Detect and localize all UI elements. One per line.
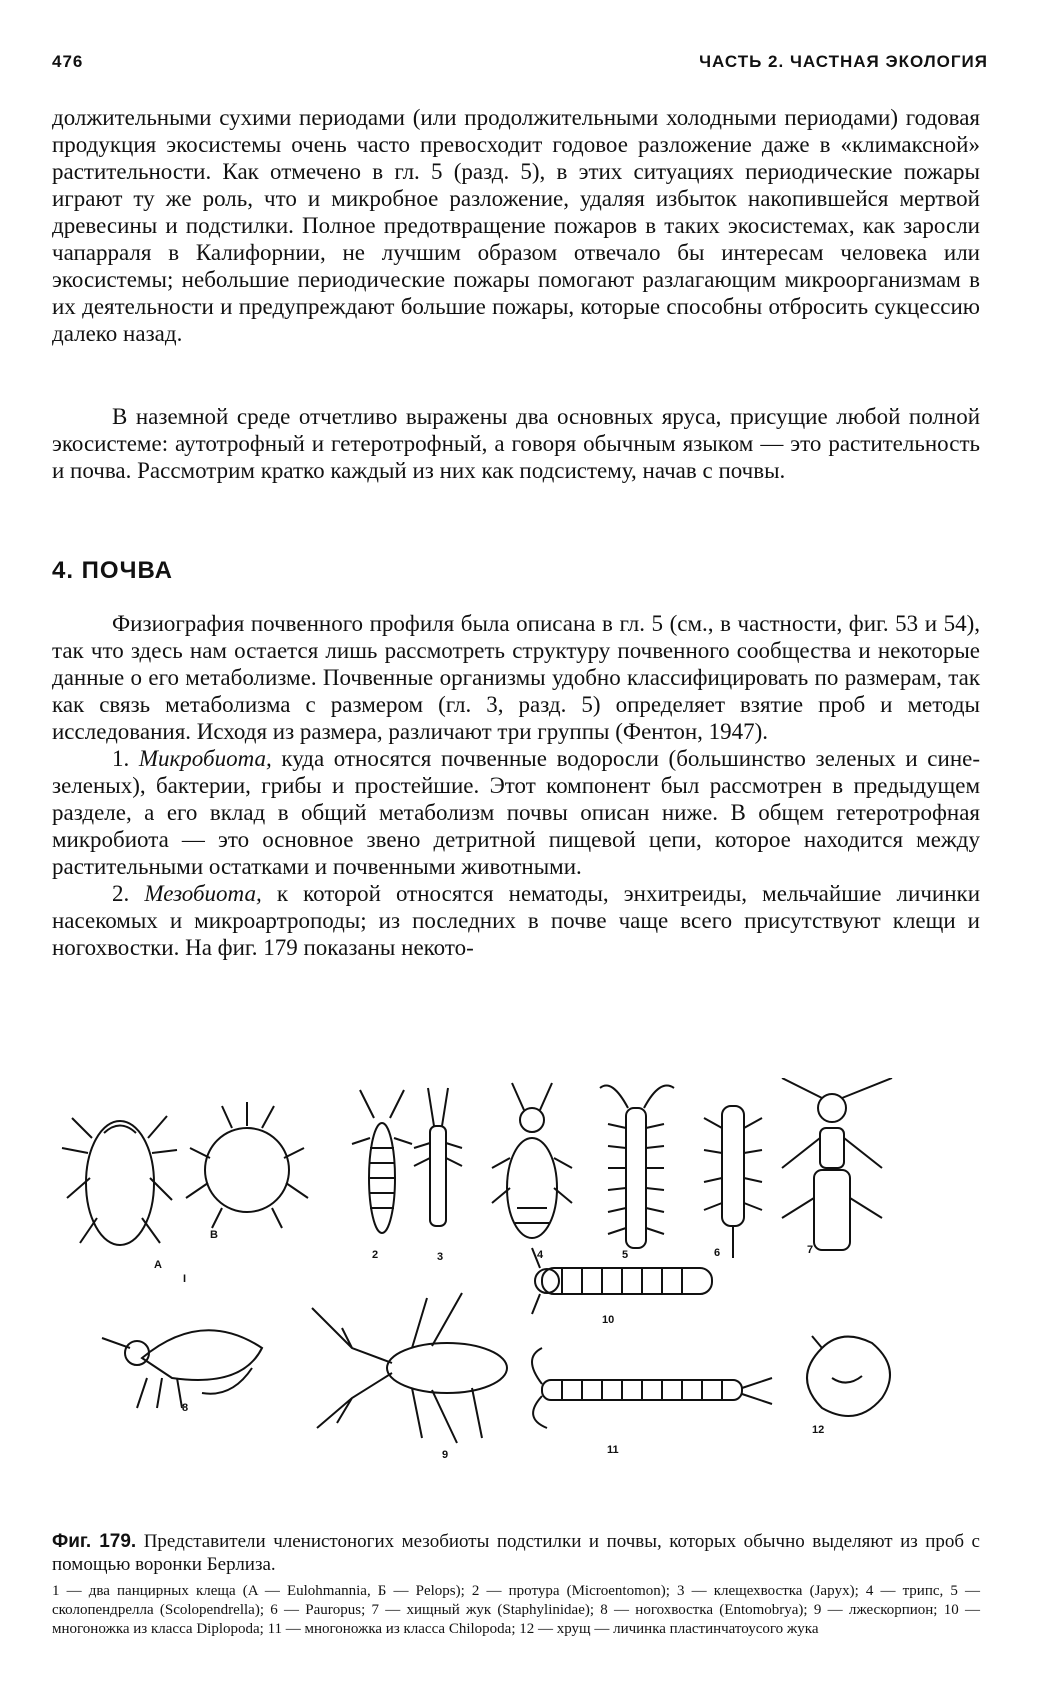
figure-label-4: 4 <box>537 1249 544 1261</box>
figure-label-7: 7 <box>807 1244 814 1256</box>
thrips-drawing <box>492 1083 572 1238</box>
figure-label-b: B <box>210 1229 218 1241</box>
arthropod-drawings <box>52 1078 980 1528</box>
figure-label-8: 8 <box>182 1402 189 1414</box>
section-body <box>52 610 980 961</box>
springtail-drawing <box>102 1330 262 1408</box>
term-mesobiota: Мезобиота, <box>144 881 262 906</box>
figure-legend: 1 — два панцирных клеща (A — Eulohmannia, Б — Pelops); 2 — протура (Microentomon); 3 — клещехвостка (Japyx); 4 — трипс, 5 — сколопендрелла (Scolopendrella); 6 — Pauropus; 7 — хищный жук (Staphylinidae); 8 — ногохвостка (Entomobrya); 9 — лжескорпион; 10 — многоножка из класса Diplopoda; 11 — многоножка из класса Chilopoda; 12 — хрущ — личинка пластинчатоусого жука <box>52 1583 980 1637</box>
figure-label-11: 11 <box>607 1444 619 1456</box>
figure-label-2: 2 <box>372 1249 379 1261</box>
figure-179-illustration <box>52 1078 980 1528</box>
page-header <box>52 52 988 82</box>
term-microbiota: Микробиота, <box>138 746 272 771</box>
figure-label-a: A <box>154 1259 162 1271</box>
figure-label-5: 5 <box>622 1249 629 1261</box>
item-text: куда относятся почвенные водоросли (большинство зеленых и сине-зеленых), бактерии, грибы и простейшие. Этот компонент был рассмотрен в предыдущем разделе, а его вклад в общий метаболизм почвы описан ниже. В общем гетеротрофная микробиота — это основное звено детритной пищевой цепи, которое находится между растительными остатками и почвенными животными. <box>52 746 980 879</box>
paragraph-text: должительными сухими периодами (или продолжительными холодными периодами) годовая продукция экосистемы очень часто превосходит годовое разложение даже в «климаксной» растительности. Как отмечено в гл. 5 (разд. 5), в этих ситуациях периодические пожары играют ту же роль, что и микробное разложение, удаляя избыток накопившейся мертвой древесины и подстилки. Полное предотвращение пожаров в таких экосистемах, как заросли чапарраля в Калифорнии, не лучшим образом отвечало бы интересам человека или экосистемы; небольшие периодические пожары помогают разлагающим микроорганизмам в их деятельности и предупреждают большие пожары, которые способны отбросить сукцессию далеко назад. <box>52 105 980 346</box>
protura-drawing <box>352 1090 412 1233</box>
list-item-microbiota <box>52 745 980 880</box>
rove-beetle-drawing <box>782 1078 892 1250</box>
paragraph-fires <box>52 104 980 347</box>
chilopod-drawing <box>532 1348 772 1428</box>
paragraph-tiers <box>52 403 980 484</box>
japyx-drawing <box>414 1088 462 1226</box>
figure-label-12: 12 <box>812 1424 825 1436</box>
figure-label-9: 9 <box>442 1449 449 1461</box>
white-grub-drawing <box>807 1336 890 1416</box>
item-text: к которой относятся нематоды, энхитреиды, мельчайшие личинки насекомых и микроартроподы; из последних в почве чаще всего присутствуют клещи и ногохвостки. На фиг. 179 показаны некото- <box>52 881 980 960</box>
page-number: 476 <box>52 52 84 71</box>
item-number: 1. <box>112 746 139 771</box>
figure-label-3: 3 <box>437 1251 444 1263</box>
scolopendrella-drawing <box>600 1086 674 1249</box>
figure-caption-text: Представители членистоногих мезобиоты подстилки и почвы, которых обычно выделяют из проб с помощью воронки Берлиза. <box>52 1531 980 1575</box>
figure-caption <box>52 1530 980 1576</box>
pauropus-drawing <box>704 1106 762 1258</box>
figure-label-10: 10 <box>602 1314 615 1326</box>
item-number: 2. <box>112 881 145 906</box>
paragraph-soil-intro: Физиография почвенного профиля была описана в гл. 5 (см., в частности, фиг. 53 и 54), так что здесь нам остается лишь рассмотреть структуру почвенного сообщества и некоторые данные о его метаболизме. Почвенные организмы удобно классифицировать по размерам, так как связь метаболизма с размером (гл. 3, разд. 5) определяет взятие проб и методы исследования. Исходя из размера, различают три группы (Фентон, 1947). <box>52 611 980 744</box>
list-item-mesobiota <box>52 880 980 961</box>
paragraph-text: В наземной среде отчетливо выражены два основных яруса, присущие любой полной экосистеме: аутотрофный и гетеротрофный, а говоря обычным языком — это растительность и почва. Рассмотрим кратко каждый из них как подсистему, начав с почвы. <box>52 404 980 483</box>
section-heading: 4. ПОЧВА <box>52 557 173 584</box>
running-title: ЧАСТЬ 2. ЧАСТНАЯ ЭКОЛОГИЯ <box>699 52 988 71</box>
pseudoscorpion-drawing <box>312 1293 507 1443</box>
figure-caption-label: Фиг. 179. <box>52 1531 137 1552</box>
mite-pelops-drawing <box>186 1102 308 1228</box>
figure-label-1: I <box>183 1273 187 1285</box>
figure-label-6: 6 <box>714 1247 721 1259</box>
mite-eulohmannia-drawing <box>62 1116 177 1245</box>
